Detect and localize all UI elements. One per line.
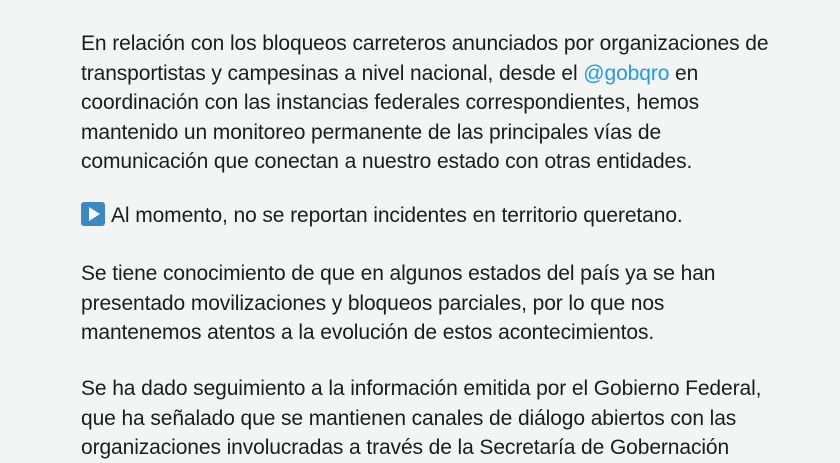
paragraph-1-text-end: en coordinación con las instancias federales correspondientes, hemos mantenido un monitoreo permanente de las principales vías de comunicación que conectan a nuestro estado con otras entidades. <box>81 61 700 173</box>
mention-link-gobqro[interactable]: @gobqro <box>583 61 670 85</box>
tweet-paragraph-2 <box>81 201 683 231</box>
paragraph-1-text-start: En relación con los bloqueos carreteros anunciados por organizaciones de transportistas y campesinas a nivel nacional, desde el <box>81 32 769 85</box>
play-button-icon <box>81 202 105 226</box>
tweet-paragraph-3: Se tiene conocimiento de que en algunos estados del país ya se han presentado movilizaciones y bloqueos parciales, por lo que nos mantenemos atentos a la evolución de estos acontecimientos. <box>81 262 716 344</box>
tweet-paragraph-1 <box>81 29 768 177</box>
tweet-paragraph-4: Se ha dado seguimiento a la información emitida por el Gobierno Federal, que ha señalado que se mantienen canales de diálogo abiertos con las organizaciones involucradas a través de la Secretaría de Gobernación <box>81 377 762 459</box>
paragraph-2-text: Al momento, no se reportan incidentes en territorio queretano. <box>111 204 683 227</box>
